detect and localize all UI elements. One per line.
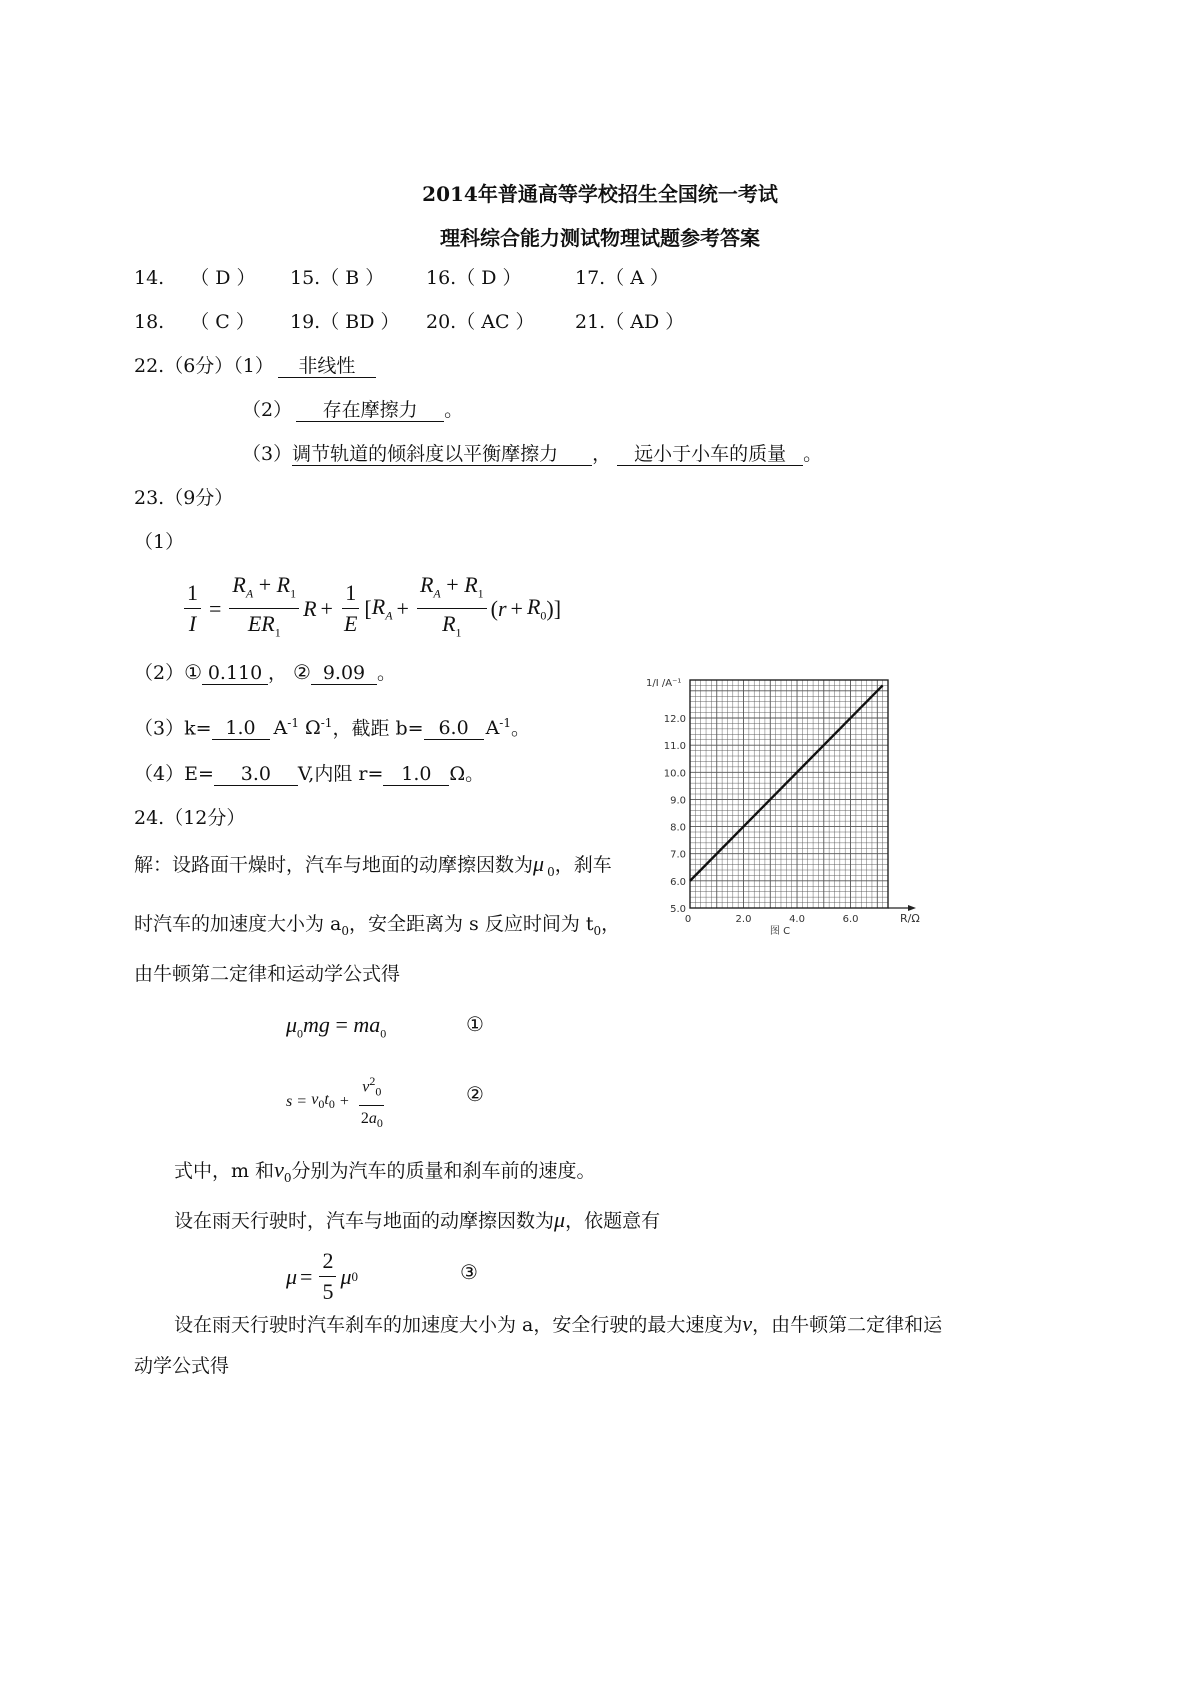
q23-answer-E: 3.0 (214, 763, 298, 786)
q24-heading: 24.（12分） (134, 807, 246, 829)
mc-item-15: 15.（ B ） (290, 267, 385, 289)
y-tick-label: 5.0 (670, 904, 686, 915)
y-tick-label: 9.0 (670, 795, 686, 807)
q23-part2: （2）① 0.110 ， ② 9.09 。 (134, 660, 396, 684)
q22-part2: （2） 存在摩擦力 。 (242, 399, 464, 421)
chart-axes (690, 680, 916, 911)
q23-answer-r: 1.0 (383, 763, 449, 786)
mc-item-20: 20.（ AC ） (426, 311, 535, 333)
q23-part4: （4）E= 3.0 V,内阻 r= 1.0 Ω。 (134, 763, 485, 785)
x-tick-label: 4.0 (789, 914, 805, 925)
chart-grid (690, 680, 888, 908)
q23-part3: （3）k= 1.0 $A^{-1}$ $\Omega^{-1}$，截距 b= 6.0 $A^{-1}$。 (134, 716, 531, 740)
q22-answer2: 存在摩擦力 (296, 399, 444, 422)
q23-answer-b: 6.0 (424, 717, 484, 740)
q24-line3: 由牛顿第二定律和运动学公式得 (134, 963, 401, 985)
q24-line6: 设在雨天行驶时汽车刹车的加速度大小为 a，安全行驶的最大速度为v，由牛顿第二定律和运 (174, 1311, 943, 1336)
mc-item-19: 19.（ BD ） (290, 311, 400, 333)
q23-graph (640, 670, 940, 940)
y-tick-label: 7.0 (670, 849, 686, 861)
y-tick-label: 12.0 (663, 714, 686, 725)
mc-item-18: 18. （ C ） (134, 311, 255, 333)
q23-answer-k: 1.0 (212, 717, 270, 740)
chart-labels (646, 678, 920, 937)
mc-item-16: 16.（ D ） (426, 267, 522, 289)
q24-equation1-tag: ① (466, 1012, 484, 1036)
y-axis-label: 1/I /A⁻¹ (646, 678, 682, 689)
x-tick-label: 0 (684, 914, 692, 925)
x-tick-label: 2.0 (735, 914, 752, 925)
q23-answer-slope-value: 0.110 (202, 662, 268, 685)
mc-item-21: 21.（ AD ） (575, 311, 685, 333)
x-axis-label: R/Ω (900, 912, 920, 925)
q24-line5: 设在雨天行驶时，汽车与地面的动摩擦因数为μ，依题意有 (174, 1207, 661, 1232)
y-tick-label: 11.0 (663, 741, 686, 753)
q24-equation3-tag: ③ (460, 1260, 478, 1284)
mc-item-14: 14. （ D ） (134, 267, 256, 289)
q22-answer3b: 远小于小车的质量 (617, 443, 803, 466)
q24-line7: 动学公式得 (134, 1355, 230, 1377)
q22-part1: 22.（6分）（1） 非线性 (134, 354, 376, 378)
x-axis-arrow (908, 905, 916, 911)
q23-formula: $\frac{1}{I}$ = $\frac{R_A + R_1}{ER_1}$ R + $\frac{1}{E}$ [ $R_A$ + $\frac{R_A + R_1}{R_1}$ ( r + $R_0$ )] (180, 572, 561, 646)
q23-heading: 23.（9分） (134, 487, 234, 509)
q22-answer3a: 调节轨道的倾斜度以平衡摩擦力 (292, 443, 592, 466)
q24-equation2-tag: ② (466, 1082, 484, 1106)
document-subtitle: 理科综合能力测试物理试题参考答案 (440, 226, 760, 250)
chart-caption: 图 C (769, 926, 791, 937)
q24-equation3: μ = $\frac{2}{5}$ μ 0 (286, 1248, 359, 1304)
q24-equation2: s = $v_0t_0$ + $\frac{v^2_0}{2a_0}$ (286, 1070, 390, 1134)
q24-line4: 式中，m 和$v_0$分别为汽车的质量和刹车前的速度。 (174, 1157, 596, 1185)
y-tick-label: 6.0 (670, 876, 686, 888)
q22-part3: （3）调节轨道的倾斜度以平衡摩擦力 ， 远小于小车的质量 。 (242, 443, 823, 465)
q23-answer-value2: 9.09 (311, 662, 377, 685)
x-tick-label: 6.0 (842, 914, 859, 925)
q24-equation1: $\mu_0mg = ma_0$ (286, 1012, 387, 1041)
y-tick-label: 10.0 (663, 768, 686, 780)
q23-part1-label: （1） (134, 531, 185, 553)
q22-answer1: 非线性 (278, 355, 376, 378)
q24-line2: 时汽车的加速度大小为 $a_0$，安全距离为 s 反应时间为 $t_0$， (134, 913, 621, 938)
mc-item-17: 17.（ A ） (575, 267, 670, 289)
y-tick-label: 8.0 (670, 822, 686, 834)
q24-line1: 解：设路面干燥时，汽车与地面的动摩擦因数为μ $_0$，刹车 (134, 851, 612, 879)
document-title: 2014年普通高等学校招生全国统一考试 (422, 182, 778, 206)
